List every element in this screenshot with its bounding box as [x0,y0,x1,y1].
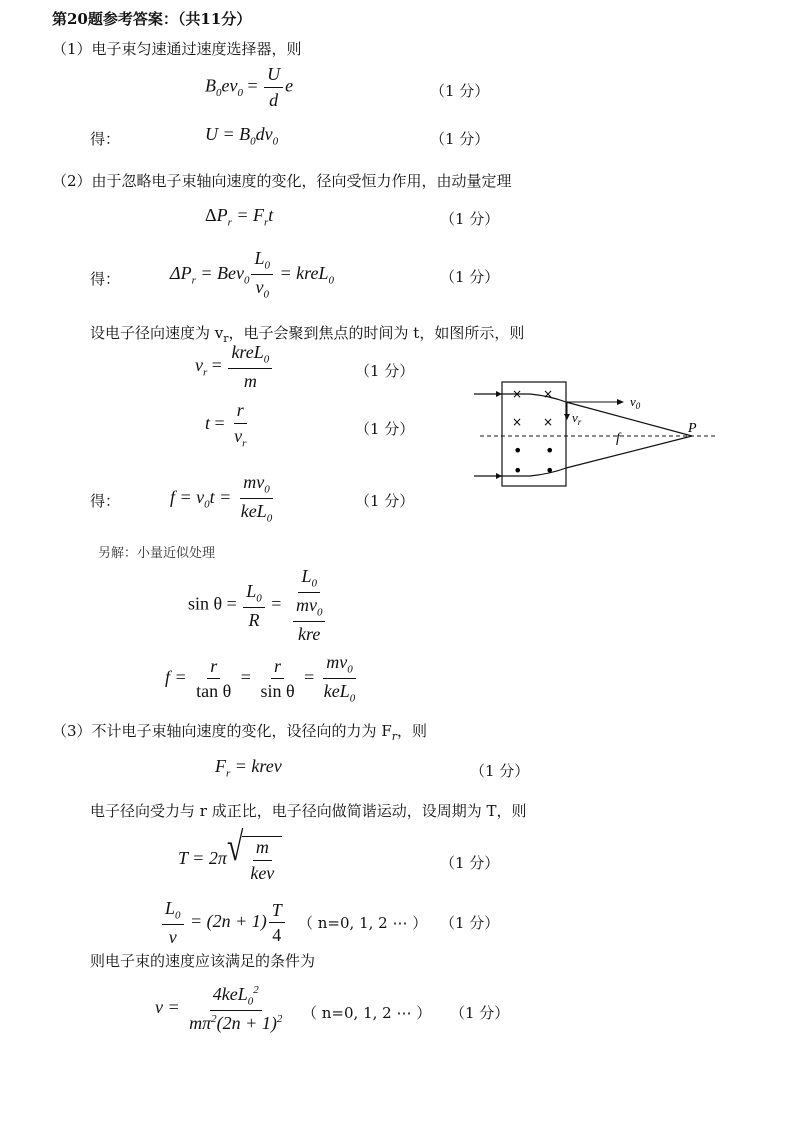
part1-eq2: $U = B_0dv_0$ [205,124,279,148]
part2-text: 设电子径向速度为 $v_r$，电子会聚到焦点的时间为 t，如图所示，则 [90,324,525,345]
cross-mark: × [512,415,523,429]
lower-beam-arrow [496,473,502,479]
cross-mark: × [543,415,554,429]
part2-score-eq3: （1 分） [355,362,415,380]
alt-eq1: sin θ = $\frac{L_0}{R}$ = $\frac{L_0}{\frac{mv_0}{\text{kre}}}$ [188,566,332,645]
vr-arrowhead [564,414,570,420]
dot-mark: • [513,461,523,480]
part3-text: 电子径向受力与 r 成正比，电子径向做简谐运动，设周期为 T，则 [90,802,527,820]
page-title: 第20题参考答案：（共11分） [52,10,252,28]
dot-mark: • [513,441,523,460]
part3-text2: 则电子束的速度应该满足的条件为 [90,952,316,970]
alt-eq2: f = $\frac{r}{\text{tan θ}}$ = $\frac{r}{\text{sin θ}}$ = $\frac{mv_0}{keL_0}$ [165,652,356,705]
part2-eq4: t = $\frac{r}{v_r}$ [205,400,247,450]
part1-de: 得： [90,130,121,148]
part2-score-eq1: （1 分） [440,210,500,228]
dot-mark: • [545,441,555,460]
v0-arrowhead [617,399,624,405]
part1-score-eq2: （1 分） [430,130,490,148]
label-vr: $v_r$ [572,410,582,427]
part1-label: （1）电子束匀速通过速度选择器，则 [52,40,302,58]
part2-label: （2）由于忽略电子束轴向速度的变化，径向受恒力作用，由动量定理 [52,172,512,190]
part3-eq3: $\frac{L_0}{v}$ = (2n + 1) $\frac{T}{4}$ [160,898,287,948]
part3-eq2: T = 2π √ $\frac{m}{\text{kev}}$ [178,836,282,883]
part1-score-eq1: （1 分） [430,82,490,100]
part3-eq4: v = $\frac{4keL_0^2}{m\pi^2(2n + 1)^2}$ [155,984,283,1034]
label-v0: $v_0$ [630,394,641,411]
part3-score-eq3: （1 分） [440,914,500,932]
part2-score-eq2: （1 分） [440,268,500,286]
part2-de2: 得： [90,492,121,510]
dot-mark: • [545,461,555,480]
part3-score-eq1: （1 分） [470,762,530,780]
label-f: f [616,431,620,446]
lower-beam [474,436,692,476]
part3-condition: （ n=0, 1, 2 ⋯ ） [298,914,428,932]
upper-beam-arrow [496,391,502,397]
part3-eq1: $F_r$ = krev [215,756,282,780]
part1-eq1: $B_0ev_0$ = $\frac{U}{d}$ e [205,64,294,110]
part3-label: （3）不计电子束轴向速度的变化，设径向的力为 $F_r$，则 [52,722,428,743]
lens-diagram [470,380,720,490]
part2-eq5: $f = v_0t$ = $\frac{mv_0}{keL_0}$ [170,472,273,525]
part2-score-eq4: （1 分） [355,420,415,438]
cross-mark: × [512,387,523,401]
part3-condition-2: （ n=0, 1, 2 ⋯ ） [302,1004,432,1022]
cross-mark: × [543,387,554,401]
part2-eq3: $v_r$ = $\frac{kreL_0}{m}$ [195,342,274,392]
part2-eq1: $\Delta P_r = F_rt$ [205,205,274,229]
part2-score-eq5: （1 分） [355,492,415,510]
alt-solution-label: 另解：小量近似处理 [98,546,216,561]
part3-score-eq2: （1 分） [440,854,500,872]
part2-eq2: $\Delta P_r = Bev_0$ $\frac{L_0}{v_0}$ = kreL$_0$ [170,248,334,301]
label-p: P [688,421,697,436]
upper-beam [474,394,692,436]
part3-score-eq4: （1 分） [450,1004,510,1022]
part2-de1: 得： [90,270,121,288]
